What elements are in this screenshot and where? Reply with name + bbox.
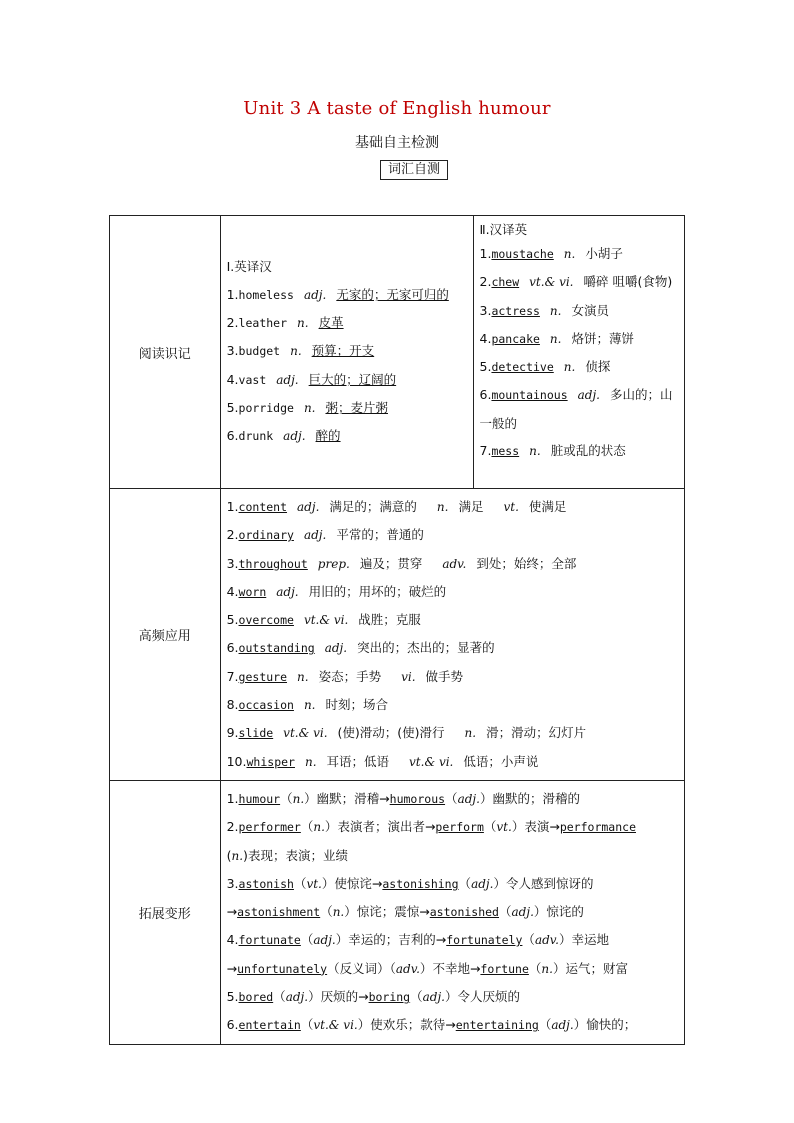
item-number: 10. <box>226 753 247 769</box>
item-number: 4. <box>226 583 239 599</box>
list-item <box>227 691 679 719</box>
item-number: 2. <box>479 274 492 290</box>
item-number: 2. <box>226 527 239 543</box>
item-number: 7. <box>226 668 239 684</box>
extension-line: →unfortunately（反义词）（adv.）不幸地→fortune（n.）运气；财富 <box>226 960 628 976</box>
vocab-meaning: 耳语；低语 <box>326 753 390 769</box>
vocab-meaning: (使)滑动；(使)滑行 <box>337 725 445 741</box>
part-of-speech: n. <box>436 500 449 514</box>
part-of-speech: n. <box>303 400 316 415</box>
vocab-meaning: 平常的；普通的 <box>336 527 424 543</box>
list-item <box>480 381 679 437</box>
item-number: 4. <box>226 371 239 387</box>
item-number: 8. <box>226 697 239 713</box>
vocab-word: detective <box>491 360 554 375</box>
part-of-speech: n. <box>563 247 576 261</box>
vocab-meaning: 使满足 <box>528 499 567 514</box>
extension-line: 2.performer（n.）表演者；演出者→perform（vt.）表演→performance <box>226 819 636 835</box>
vocab-meaning: 姿态；手势 <box>318 668 382 684</box>
part-of-speech: adj. <box>276 584 299 599</box>
list-item <box>480 437 679 465</box>
vocab-meaning: 预算；开支 <box>311 343 375 359</box>
category-frequent: 高频应用 <box>110 489 221 781</box>
extension-line: 6.entertain（vt.& vi.）使欢乐；款待→entertaining（adj.）愉快的； <box>226 1017 637 1033</box>
part-of-speech: n. <box>529 444 541 459</box>
item-number: 5. <box>226 612 239 628</box>
vocab-meaning: 女演员 <box>571 302 609 318</box>
item-number: 6. <box>226 428 239 444</box>
vocab-word: ordinary <box>238 528 294 543</box>
vocab-word: slide <box>238 726 274 741</box>
list-item <box>227 281 468 309</box>
page-subtitle: 基础自主检测 <box>355 135 439 151</box>
vocab-meaning: 粥；麦片粥 <box>325 399 388 415</box>
extension-line: 1.humour（n.）幽默；滑稽→humorous（adj.）幽默的；滑稽的 <box>226 790 580 806</box>
part-of-speech: n. <box>549 331 562 346</box>
list-item <box>227 337 468 365</box>
vocab-word: throughout <box>238 556 308 571</box>
part-of-speech: adj. <box>303 528 327 543</box>
list-item <box>227 309 468 337</box>
vocab-meaning: 多山的；山一般的 <box>479 387 673 431</box>
vocab-word: moustache <box>491 247 554 261</box>
item-number: 9. <box>226 725 239 741</box>
part-of-speech: vt. <box>503 500 519 514</box>
part-of-speech: vt.& vi. <box>283 726 328 741</box>
vocab-word: mountainous <box>491 388 568 403</box>
vocab-table <box>109 215 685 1045</box>
item-number: 6. <box>226 640 239 656</box>
table-row-frequent <box>110 489 685 781</box>
list-item <box>227 521 679 549</box>
vocab-meaning: 突出的；杰出的；显著的 <box>357 640 495 656</box>
list-item <box>227 422 468 450</box>
list-item <box>227 748 679 776</box>
vocab-meaning: 做手势 <box>425 668 464 684</box>
part-of-speech: adj. <box>324 641 348 656</box>
list-item <box>480 240 679 268</box>
item-number: 2. <box>226 315 239 331</box>
part-of-speech: vt.& vi. <box>303 613 349 628</box>
vocab-word: worn <box>238 584 267 599</box>
item-number: 7. <box>479 443 492 459</box>
list-item <box>480 268 679 296</box>
part-of-speech: adj. <box>283 429 306 444</box>
part-of-speech: vi. <box>401 669 416 684</box>
vocab-meaning: 满足 <box>458 499 484 514</box>
category-extension: 拓展变形 <box>110 780 221 1044</box>
list-item <box>227 493 679 521</box>
list-item <box>227 578 679 606</box>
extension-line: 3.astonish（vt.）使惊诧→astonishing（adj.）令人感到惊讶的 <box>226 875 594 891</box>
list-item <box>227 634 679 662</box>
item-number: 1. <box>226 286 239 302</box>
part-of-speech: n. <box>549 303 562 318</box>
vocab-word: chew <box>491 275 520 290</box>
part-of-speech: n. <box>297 669 309 684</box>
vocab-word: overcome <box>238 613 294 628</box>
vocab-word: vast <box>238 372 267 387</box>
part-of-speech: n. <box>563 360 576 375</box>
extension-line: →astonishment（n.）惊诧；震惊→astonished（adj.）惊诧的 <box>226 904 584 920</box>
category-reading: 阅读识记 <box>110 216 221 489</box>
part-of-speech: vt.& vi. <box>529 275 574 290</box>
table-row-reading <box>110 216 685 489</box>
vocab-word: outstanding <box>238 641 315 656</box>
cn-to-en-cell <box>473 216 684 489</box>
frequent-cell <box>220 489 684 781</box>
item-number: 3. <box>226 555 239 571</box>
vocab-word: content <box>238 500 288 514</box>
vocab-meaning: 滑；滑动；幻灯片 <box>486 725 587 741</box>
vocab-word: porridge <box>238 400 294 415</box>
list-item <box>227 719 679 747</box>
list-item <box>227 394 468 422</box>
part-of-speech: vt.& vi. <box>409 754 454 769</box>
table-row-extension <box>110 780 685 1044</box>
part-of-speech: adj. <box>297 500 320 514</box>
list-item <box>227 550 679 578</box>
extension-line: 4.fortunate（adj.）幸运的；吉利的→fortunately（adv.）幸运地 <box>226 932 609 948</box>
vocab-meaning: 战胜；克服 <box>358 612 421 628</box>
part-of-speech: n. <box>297 316 309 331</box>
vocab-meaning: 到处；始终；全部 <box>476 555 577 571</box>
vocab-meaning: 无家的；无家可归的 <box>336 286 449 302</box>
vocab-meaning: 巨大的；辽阔的 <box>308 371 397 387</box>
vocab-meaning: 侦探 <box>585 359 611 375</box>
list-item <box>480 325 679 353</box>
part-of-speech: adj. <box>276 372 299 387</box>
vocab-meaning: 遍及；贯穿 <box>359 555 423 571</box>
vocab-word: drunk <box>238 429 274 444</box>
item-number: 6. <box>479 387 492 403</box>
vocab-meaning: 低语；小声说 <box>463 753 539 769</box>
vocab-meaning: 皮革 <box>318 315 344 331</box>
vocab-meaning: 满足的；满意的 <box>329 499 417 514</box>
vocab-meaning: 嚼碎 咀嚼(食物) <box>583 274 673 290</box>
item-number: 3. <box>226 343 239 359</box>
vocab-word: whisper <box>246 754 295 769</box>
vocab-meaning: 醉的 <box>315 428 341 444</box>
vocab-word: occasion <box>238 698 294 713</box>
vocab-word: budget <box>238 344 281 359</box>
list-item <box>227 606 679 634</box>
section-box-label: 词汇自测 <box>380 160 448 180</box>
part-of-speech: n. <box>290 344 302 359</box>
vocab-meaning: 时刻；场合 <box>325 697 388 713</box>
vocab-word: pancake <box>491 331 540 346</box>
list-item <box>480 297 679 325</box>
part-of-speech: prep. <box>317 556 350 571</box>
vocab-word: gesture <box>238 669 288 684</box>
item-number: 5. <box>479 359 492 375</box>
list-item <box>227 663 679 691</box>
vocab-word: mess <box>491 444 520 459</box>
part-of-speech: n. <box>464 726 477 741</box>
vocab-meaning: 脏或乱的状态 <box>550 443 626 459</box>
extension-list <box>221 781 684 1044</box>
vocab-word: homeless <box>238 287 294 302</box>
vocab-meaning: 小胡子 <box>585 246 623 261</box>
en-to-cn-list <box>221 249 473 454</box>
vocab-meaning: 烙饼；薄饼 <box>571 330 634 346</box>
list-item <box>480 353 679 381</box>
vocab-meaning: 用旧的；用坏的；破烂的 <box>308 583 447 599</box>
part-of-speech: adj. <box>577 388 600 403</box>
list-item <box>227 366 468 394</box>
item-number: 4. <box>479 330 492 346</box>
item-number: 1. <box>479 246 492 261</box>
part-of-speech: n. <box>303 698 316 713</box>
en-to-cn-heading: Ⅰ.英译汉 <box>226 259 272 275</box>
cn-to-en-list <box>474 216 684 469</box>
part-of-speech: adj. <box>303 287 327 302</box>
extension-line: 5.bored（adj.）厌烦的→boring（adj.）令人厌烦的 <box>226 989 521 1005</box>
vocab-word: actress <box>491 303 540 318</box>
item-number: 3. <box>479 302 492 318</box>
extension-cell <box>220 780 684 1044</box>
extension-line: (n.)表现；表演；业绩 <box>226 847 348 863</box>
vocab-word: leather <box>238 316 288 331</box>
item-number: 1. <box>226 499 239 514</box>
page-title: Unit 3 A taste of English humour <box>243 98 551 119</box>
cn-to-en-heading: Ⅱ.汉译英 <box>479 222 528 237</box>
item-number: 5. <box>226 399 239 415</box>
en-to-cn-cell <box>220 216 473 489</box>
part-of-speech: adv. <box>442 556 467 571</box>
frequent-list <box>221 489 684 780</box>
part-of-speech: n. <box>304 754 317 769</box>
